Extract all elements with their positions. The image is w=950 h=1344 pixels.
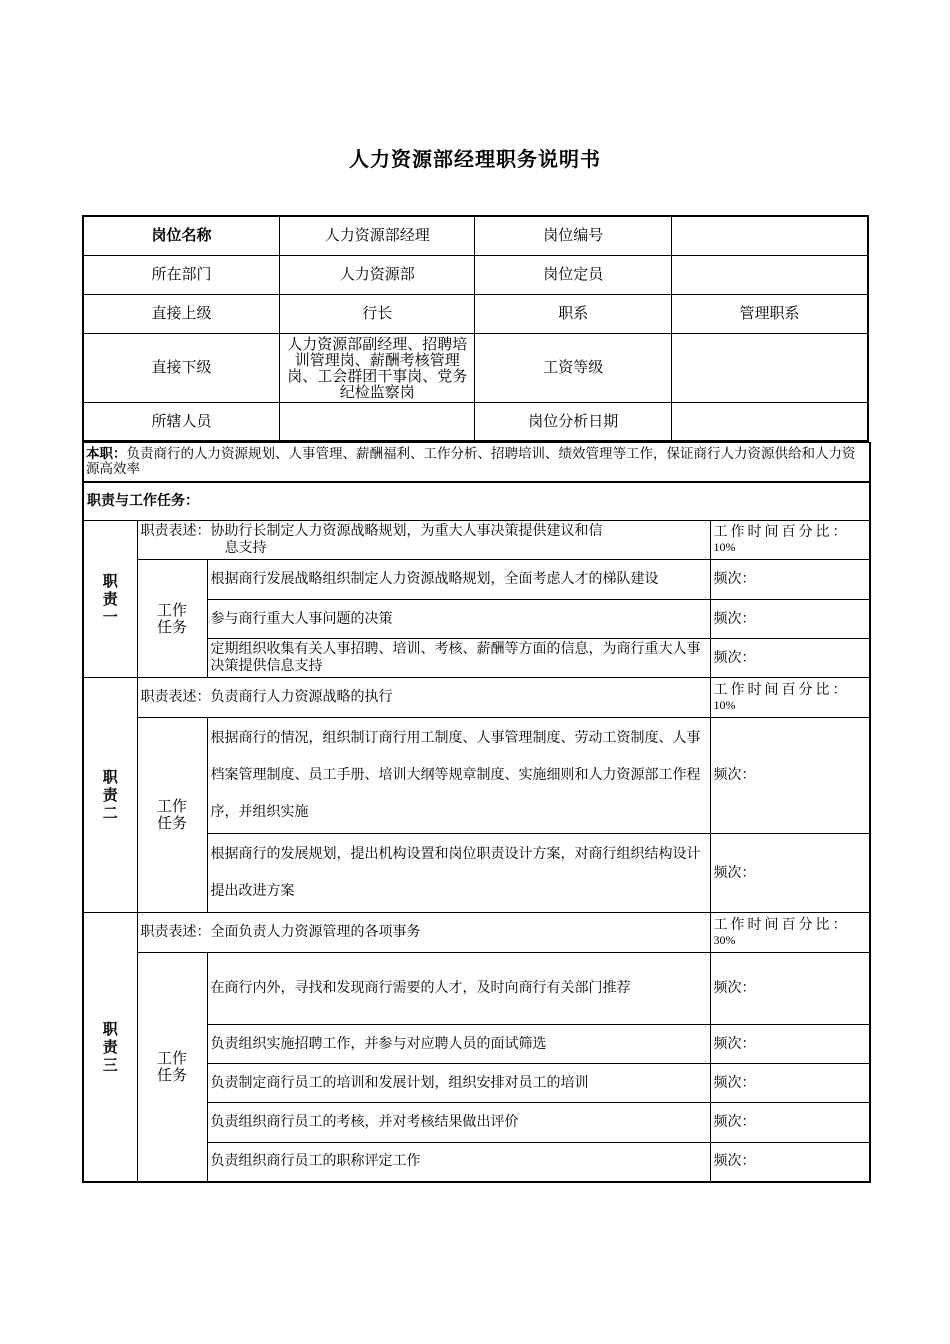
series-label: 职系 bbox=[475, 294, 672, 333]
staff-value bbox=[280, 402, 475, 441]
duty-1-description: 职责表述：协助行长制定人力资源战略规划，为重大人事决策提供建议和信 息支持 bbox=[137, 521, 710, 560]
salary-value bbox=[671, 333, 868, 402]
summary-text: 负责商行的人力资源规划、人事管理、薪酬福利、工作分析、招聘培训、绩效管理等工作，保证商行人力资源供给和人力资源高效率 bbox=[86, 445, 856, 477]
superior-label: 直接上级 bbox=[83, 294, 280, 333]
duty-2-description: 职责表述：负责商行人力资源战略的执行 bbox=[137, 678, 710, 718]
duty-3-task-1-frequency: 频次： bbox=[710, 953, 870, 1025]
duty-1-label: 职责一 bbox=[83, 521, 137, 678]
duty-2-task-2-frequency: 频次： bbox=[710, 834, 870, 913]
staff-label: 所辖人员 bbox=[83, 402, 280, 441]
duty-3-task-4-frequency: 频次： bbox=[710, 1103, 870, 1143]
duty-3-description: 职责表述：全面负责人力资源管理的各项事务 bbox=[137, 913, 710, 953]
duty-2-label: 职责二 bbox=[83, 678, 137, 913]
position-code-label: 岗位编号 bbox=[475, 216, 672, 255]
duty-2-task-1: 根据商行的情况，组织制订商行用工制度、人事管理制度、劳动工资制度、人事档案管理制度、员工手册、培训大纲等规章制度、实施细则和人力资源部工作程序，并组织实施 bbox=[207, 718, 710, 834]
department-label: 所在部门 bbox=[83, 255, 280, 294]
duty-3-time-percent: 工作时间百分比： 30% bbox=[710, 913, 870, 953]
job-summary bbox=[83, 443, 870, 482]
duty-2-task-1-frequency: 频次： bbox=[710, 718, 870, 834]
subordinates-value: 人力资源部副经理、招聘培训管理岗、薪酬考核管理岗、工会群团干事岗、党务纪检监察岗 bbox=[280, 333, 475, 402]
subordinates-label: 直接下级 bbox=[83, 333, 280, 402]
duty-1-task-2: 参与商行重大人事问题的决策 bbox=[207, 600, 710, 639]
department-value: 人力资源部 bbox=[280, 255, 475, 294]
summary-label: 本职： bbox=[86, 445, 127, 462]
duty-3-task-3-frequency: 频次： bbox=[710, 1064, 870, 1103]
duty-3-task-2-frequency: 频次： bbox=[710, 1025, 870, 1064]
basic-info-table bbox=[82, 215, 869, 442]
superior-value: 行长 bbox=[280, 294, 475, 333]
analysis-date-value bbox=[671, 402, 868, 441]
headcount-label: 岗位定员 bbox=[475, 255, 672, 294]
duty-3-task-3: 负责制定商行员工的培训和发展计划，组织安排对员工的培训 bbox=[207, 1064, 710, 1103]
duty-3-task-5: 负责组织商行员工的职称评定工作 bbox=[207, 1143, 710, 1182]
duties-table bbox=[82, 442, 871, 1183]
duty-1-task-3-frequency: 频次： bbox=[710, 639, 870, 678]
job-description-form bbox=[82, 215, 869, 1183]
duty-1-task-1-frequency: 频次： bbox=[710, 560, 870, 600]
duty-3-task-1: 在商行内外，寻找和发现商行需要的人才，及时向商行有关部门推荐 bbox=[207, 953, 710, 1025]
page-title: 人力资源部经理职务说明书 bbox=[349, 147, 601, 171]
series-value: 管理职系 bbox=[671, 294, 868, 333]
duty-1-task-2-frequency: 频次： bbox=[710, 600, 870, 639]
duty-2-time-percent: 工作时间百分比： 10% bbox=[710, 678, 870, 718]
headcount-value bbox=[671, 255, 868, 294]
salary-label: 工资等级 bbox=[475, 333, 672, 402]
duties-heading: 职责与工作任务： bbox=[83, 482, 870, 521]
duty-1-task-3: 定期组织收集有关人事招聘、培训、考核、薪酬等方面的信息，为商行重大人事决策提供信息支持 bbox=[207, 639, 710, 678]
duty-3-task-4: 负责组织商行员工的考核，并对考核结果做出评价 bbox=[207, 1103, 710, 1143]
duty-3-task-2: 负责组织实施招聘工作，并参与对应聘人员的面试筛选 bbox=[207, 1025, 710, 1064]
duty-1-time-percent: 工作时间百分比： 10% bbox=[710, 521, 870, 560]
duty-3-task-label: 工作任务 bbox=[137, 953, 207, 1182]
analysis-date-label: 岗位分析日期 bbox=[475, 402, 672, 441]
duty-1-task-label: 工作任务 bbox=[137, 560, 207, 678]
duty-3-label: 职责三 bbox=[83, 913, 137, 1182]
duty-2-task-label: 工作任务 bbox=[137, 718, 207, 913]
duty-3-task-5-frequency: 频次： bbox=[710, 1143, 870, 1182]
position-name-label: 岗位名称 bbox=[83, 216, 280, 255]
duty-1-task-1: 根据商行发展战略组织制定人力资源战略规划，全面考虑人才的梯队建设 bbox=[207, 560, 710, 600]
position-code-value bbox=[671, 216, 868, 255]
position-name-value: 人力资源部经理 bbox=[280, 216, 475, 255]
duty-2-task-2: 根据商行的发展规划，提出机构设置和岗位职责设计方案，对商行组织结构设计提出改进方案 bbox=[207, 834, 710, 913]
